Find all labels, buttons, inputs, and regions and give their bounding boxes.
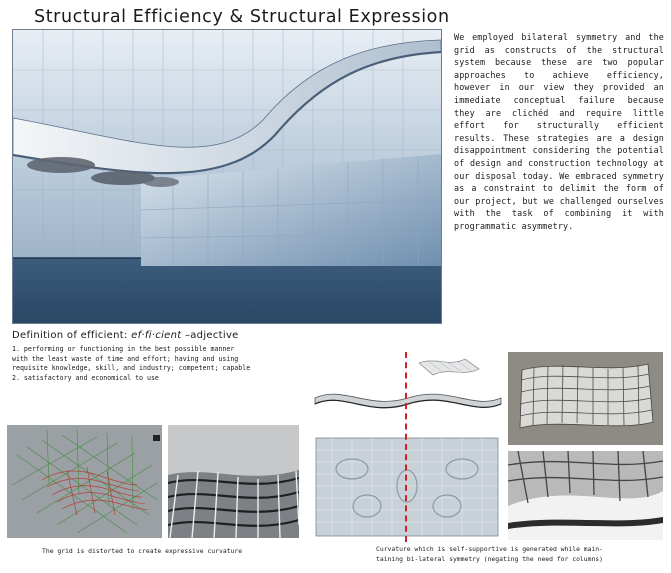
definition-line: with the least waste of time and effort; having and using — [12, 354, 239, 363]
page-title: Structural Efficiency & Structural Expression — [34, 7, 450, 27]
canopy-interior-rendering — [508, 451, 663, 540]
definition-line: requisite knowledge, skill, and industry; competent; capable — [12, 364, 251, 373]
slab-axonometric — [415, 353, 483, 383]
caption-grid-distortion: The grid is distorted to create expressive curvature — [42, 547, 243, 555]
definition-label: Definition of efficient: — [12, 330, 132, 341]
caption-curvature-line2: taining bi-lateral symmetry (negating the need for columns) — [376, 555, 604, 563]
definition-pos: –adjective — [181, 330, 239, 341]
canopy-grid-rendering — [508, 352, 663, 445]
definition-line: 1. performing or functioning in the best possible manner — [12, 345, 235, 353]
definition-word: ef·fi·cient — [131, 330, 182, 341]
caption-curvature-line1: Curvature which is self-supportive is generated while main- — [376, 545, 604, 553]
definition-heading — [12, 330, 332, 341]
body-paragraph: We employed bilateral symmetry and the grid as constructs of the structural system because these are two popular approaches to achieve efficiency, however in our view they provided an immediate conceptual failure because they are clichéd and require little effort for structurally efficient results. These strategies are a design disappointment considering the potential of design and construction technology at our disposal today. We embraced symmetry as a constraint to delimit the form of our project, but we challenged ourselves with the task of combining it with programmatic asymmetry. — [454, 32, 664, 231]
distorted-grid-rendering — [168, 425, 299, 538]
definition-line: 2. satisfactory and economical to use — [12, 374, 159, 383]
hero-rendering — [12, 29, 442, 324]
definition-body — [12, 345, 312, 384]
distorted-grid-wireframe — [7, 425, 162, 538]
symmetry-axis-line — [405, 352, 409, 542]
